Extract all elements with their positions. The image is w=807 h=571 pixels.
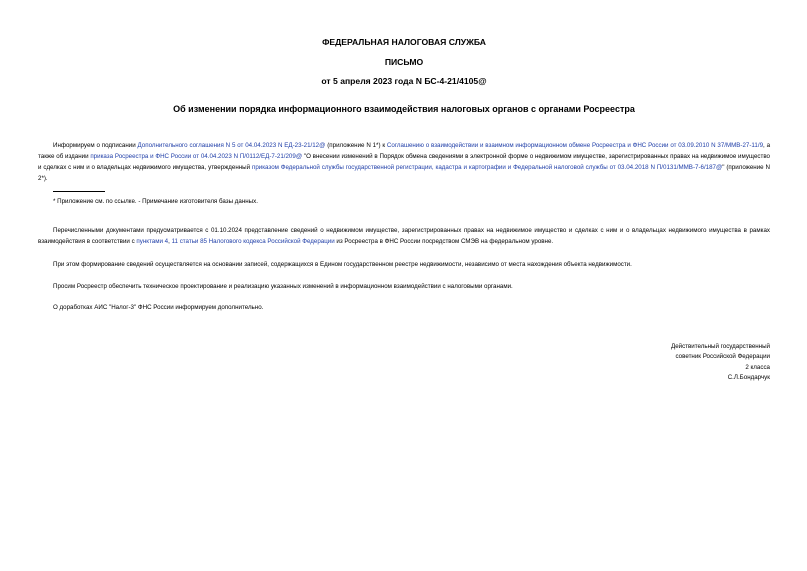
link-2018-order[interactable]: приказом Федеральной службы государственной регистрации, кадастра и картографии и Федеральной налоговой службы от 03.04.2018 N П/0131/ММВ-7-6/187@ (251, 164, 723, 171)
para2-text-3: из Росреестра в ФНС России посредством СМЭВ на федеральном уровне. (334, 238, 554, 245)
document-subject: Об изменении порядка информационного взаимодействия налоговых органов с органами Росреестра (173, 104, 635, 114)
signature-title-2: советник Российской Федерации (675, 353, 770, 361)
footnote: * Приложение см. по ссылке. - Примечание изготовителя базы данных. (53, 198, 258, 205)
document-date-number: от 5 апреля 2023 года N БС-4-21/4105@ (321, 76, 487, 86)
paragraph-smev (38, 225, 770, 247)
para2-text-2: , (168, 238, 172, 245)
paragraph-request: Просим Росреестр обеспечить техническое проектирование и реализацию указанных изменений в информационном взаимодействии с налоговыми органами. (53, 283, 513, 290)
para1-text-5: " (приложение N 2*). (38, 164, 770, 182)
para1-text-4: "О внесении изменений в Порядок обмена сведениями в электронной форме о недвижимом имуществе, зарегистрированных правах на недвижимое имущество и сделках с ним и о владельцах недвижимого имущества, утвержденный (38, 153, 770, 171)
signature-title-1: Действительный государственный (671, 343, 770, 350)
signature-class: 2 класса (745, 363, 770, 371)
link-tax-code-points[interactable]: пунктами 4 (136, 238, 169, 245)
link-joint-order[interactable]: приказа Росреестра и ФНС России от 04.04.2023 N П/0112/ЕД-7-21/209@ (90, 153, 303, 160)
para1-text-1: Информируем о подписании (53, 142, 138, 149)
para1-text-3: , а также об издании (38, 142, 771, 160)
link-cooperation-agreement[interactable]: Соглашению о взаимодействии и взаимном информационном обмене Росреестра и ФНС России от 03.09.2010 N 37/ММВ-27-11/9 (386, 142, 764, 149)
signature-block (530, 342, 770, 384)
paragraph-agreement (38, 140, 770, 184)
document-page (38, 0, 770, 571)
link-supplementary-agreement[interactable]: Дополнительного соглашения N 5 от 04.04.2023 N ЕД-23-21/12@ (137, 142, 326, 149)
paragraph-ais: О доработках АИС "Налог-3" ФНС России информируем дополнительно. (53, 304, 264, 311)
paragraph-egrn: При этом формирование сведений осуществляется на основании записей, содержащихся в Едином государственном реестре недвижимости, независимо от места нахождения объекта недвижимости. (53, 261, 632, 268)
document-type: ПИСЬМО (384, 57, 424, 67)
para1-text-2: (приложение N 1*) к (325, 142, 387, 149)
footnote-divider (53, 191, 105, 192)
link-tax-code-article-85[interactable]: 11 статьи 85 Налогового кодекса Российской Федерации (171, 238, 335, 245)
issuing-agency: ФЕДЕРАЛЬНАЯ НАЛОГОВАЯ СЛУЖБА (322, 37, 486, 47)
signatory-name: С.Л.Бондарчук (727, 374, 770, 382)
para2-text-1: Перечисленными документами предусматривается с 01.10.2024 представление сведений о недвижимом имуществе, зарегистрированных правах на недвижимое имущество и сделках с ним и о владельцах недвижимого имущества в рамках взаимодействия в соответствии с (38, 227, 770, 245)
